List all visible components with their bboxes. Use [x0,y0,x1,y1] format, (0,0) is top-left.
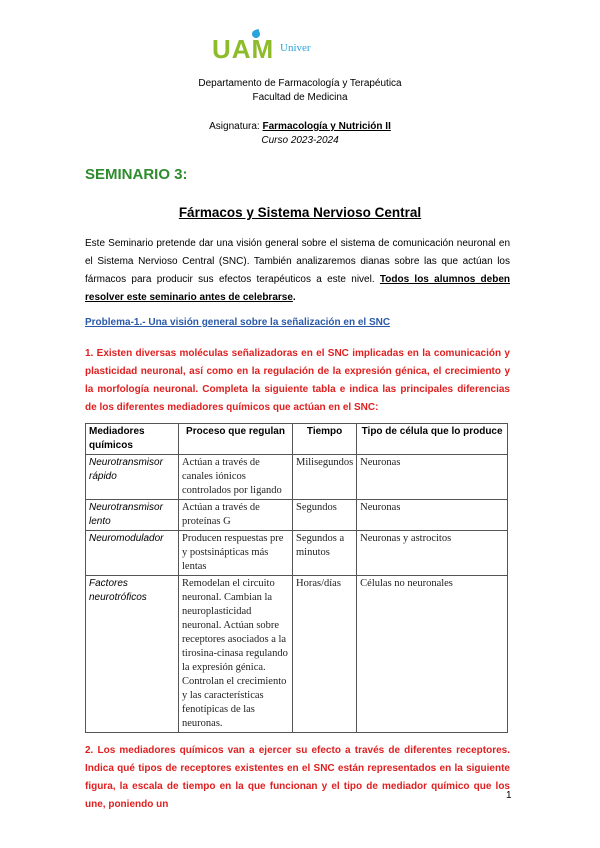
table-cell: Neurotransmisor rápido [86,455,179,500]
question-1: 1. Existen diversas moléculas señalizadoras en el SNC implicadas en la comunicación y plasticidad neuronal, así como en la regulación de la expresión génica, el crecimiento y la morfología neuronal. Completa la siguiente tabla e indica las principales diferencias de los diferentes mediadores químicos que actúan en el SNC: [85,348,510,413]
table-cell: Neuronas [357,500,508,531]
intro-text: Este Seminario pretende dar una visión general sobre el sistema de comunicación neuronal en el Sistema Nervioso Central (SNC). También analizaremos dianas sobre las que actúan los fármacos para producir sus efectos terapéuticos a este nivel. [85,238,510,285]
page-title: Fármacos y Sistema Nervioso Central [178,205,422,220]
subject-name: Farmacología y Nutrición II [262,121,391,132]
table-cell: Segundos a minutos [293,531,357,576]
page-number: 1 [506,790,512,801]
table-cell: Segundos [293,500,357,531]
subject [0,121,600,132]
header-cell: Tipo de célula que lo produce [357,424,508,455]
intro-emphasis: Todos los alumnos deben resolver este seminario antes de celebrarse [85,274,511,303]
table-cell: Neuronas [357,455,508,500]
mediators-table [85,423,508,733]
seminar-heading: SEMINARIO 3: [85,166,188,183]
intro-paragraph [85,235,510,307]
logo-text: UAM [212,34,275,64]
header-cell: Proceso que regulan [179,424,293,455]
table-cell: Células no neuronales [357,576,508,733]
table-cell: Horas/días [293,576,357,733]
table-cell: Factores neurotróficos [86,576,179,733]
table-header-row [86,424,508,455]
question-2: 2. Los mediadores químicos van a ejercer su efecto a través de diferentes receptores. Indica qué tipos de receptores existentes en el SNC están representados en la siguiente figura, la escala de tiempo en la que funcionan y el tipo de mediador químico que los une, poniendo un [85,745,510,810]
logo-subtext: Univer [280,42,311,54]
table-cell: Neuromodulador [86,531,179,576]
table-cell: Milisegundos [293,455,357,500]
table-row [86,500,508,531]
table-cell: Neurotransmisor lento [86,500,179,531]
table-cell: Neuronas y astrocitos [357,531,508,576]
table-cell: Actúan a través de canales iónicos controlados por ligando [179,455,293,500]
header-cell: Mediadores químicos [86,424,179,455]
header-cell: Tiempo [293,424,357,455]
subject-label: Asignatura: [209,121,263,132]
problem-1-heading: Problema-1.- Una visión general sobre la señalización en el SNC [85,317,391,328]
intro-end: . [292,292,296,303]
table-row [86,455,508,500]
faculty: Facultad de Medicina [252,92,348,103]
table-cell: Remodelan el circuito neuronal. Cambian la neuroplasticidad neuronal. Actúan sobre receptores asociados a la tirosina-cinasa regulando la expresión génica. Controlan el crecimiento y las características fenotípicas de las neuronas. [179,576,293,733]
course: Curso 2023-2024 [261,135,339,146]
table-row [86,576,508,733]
table-cell: Actúan a través de proteínas G [179,500,293,531]
table-row [86,531,508,576]
uam-logo [212,30,332,64]
table-cell: Producen respuestas pre y postsinápticas más lentas [179,531,293,576]
department: Departamento de Farmacología y Terapéutica [198,78,402,89]
